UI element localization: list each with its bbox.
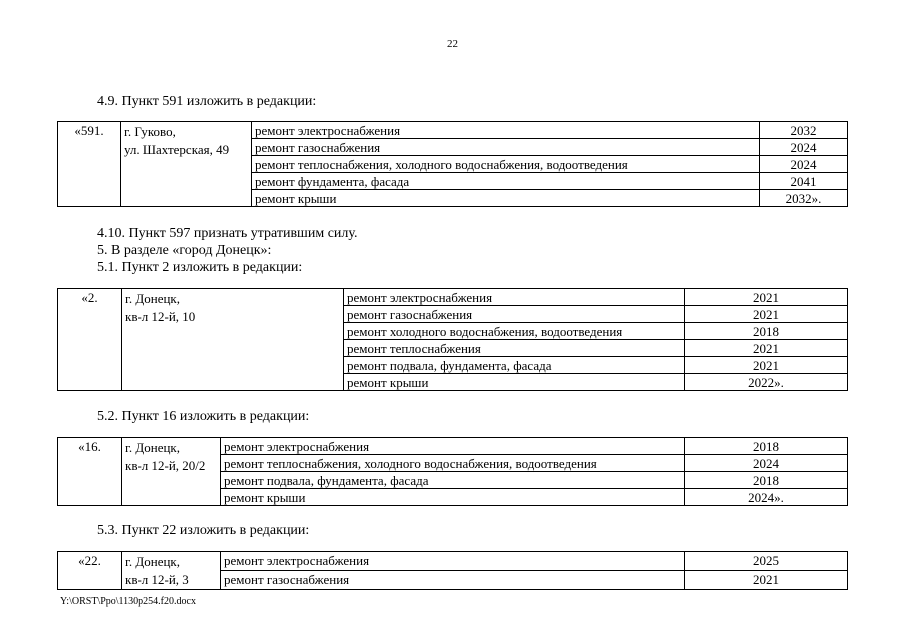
year-cell: 2025: [685, 552, 848, 571]
address-cell: [122, 289, 344, 391]
address-city: г. Донецк,: [125, 440, 180, 455]
table-item-22: [57, 551, 848, 590]
year-cell: 2032».: [760, 190, 848, 207]
year-cell: 2021: [685, 340, 848, 357]
year-cell: 2018: [685, 472, 848, 489]
table-item-2: [57, 288, 848, 391]
work-cell: ремонт крыши: [252, 190, 760, 207]
work-cell: ремонт электроснабжения: [344, 289, 685, 306]
address-city: г. Гуково,: [124, 124, 176, 139]
work-cell: ремонт холодного водоснабжения, водоотведения: [344, 323, 685, 340]
item-number: «22.: [58, 552, 122, 590]
address-street: кв-л 12-й, 3: [125, 572, 189, 587]
paragraph-5-3: 5.3. Пункт 22 изложить в редакции:: [97, 523, 310, 538]
address-cell: [122, 552, 221, 590]
address-cell: [121, 122, 252, 207]
work-cell: ремонт электроснабжения: [221, 438, 685, 455]
address-street: ул. Шахтерская, 49: [124, 142, 230, 157]
address-street: кв-л 12-й, 20/2: [125, 458, 206, 473]
work-cell: ремонт газоснабжения: [252, 139, 760, 156]
table-row: [58, 122, 848, 139]
work-cell: ремонт крыши: [221, 489, 685, 506]
work-cell: ремонт подвала, фундамента, фасада: [221, 472, 685, 489]
work-cell: ремонт теплоснабжения, холодного водоснабжения, водоотведения: [252, 156, 760, 173]
address-city: г. Донецк,: [125, 291, 180, 306]
table-item-16: [57, 437, 848, 506]
year-cell: 2024: [760, 139, 848, 156]
table-row: [58, 552, 848, 571]
year-cell: 2018: [685, 438, 848, 455]
year-cell: 2018: [685, 323, 848, 340]
table-item-591: [57, 121, 848, 207]
item-number: «16.: [58, 438, 122, 506]
paragraph-4-10: 4.10. Пункт 597 признать утратившим силу.: [97, 226, 358, 241]
work-cell: ремонт газоснабжения: [344, 306, 685, 323]
year-cell: 2021: [685, 357, 848, 374]
item-number: «2.: [58, 289, 122, 391]
work-cell: ремонт газоснабжения: [221, 571, 685, 590]
work-cell: ремонт теплоснабжения, холодного водоснабжения, водоотведения: [221, 455, 685, 472]
year-cell: 2022».: [685, 374, 848, 391]
address-city: г. Донецк,: [125, 554, 180, 569]
work-cell: ремонт электроснабжения: [252, 122, 760, 139]
table-row: [58, 438, 848, 455]
year-cell: 2041: [760, 173, 848, 190]
paragraph-5: 5. В разделе «город Донецк»:: [97, 243, 272, 258]
work-cell: ремонт крыши: [344, 374, 685, 391]
year-cell: 2021: [685, 571, 848, 590]
address-street: кв-л 12-й, 10: [125, 309, 196, 324]
paragraph-4-9: 4.9. Пункт 591 изложить в редакции:: [97, 94, 317, 109]
file-path-footer: Y:\ORST\Ppo\1130p254.f20.docx: [60, 596, 196, 607]
table-row: [58, 289, 848, 306]
year-cell: 2021: [685, 306, 848, 323]
work-cell: ремонт фундамента, фасада: [252, 173, 760, 190]
work-cell: ремонт теплоснабжения: [344, 340, 685, 357]
paragraph-5-1: 5.1. Пункт 2 изложить в редакции:: [97, 260, 303, 275]
year-cell: 2024: [685, 455, 848, 472]
year-cell: 2021: [685, 289, 848, 306]
item-number: «591.: [58, 122, 121, 207]
year-cell: 2024».: [685, 489, 848, 506]
page-number: 22: [447, 38, 458, 50]
address-cell: [122, 438, 221, 506]
paragraph-5-2: 5.2. Пункт 16 изложить в редакции:: [97, 409, 310, 424]
work-cell: ремонт подвала, фундамента, фасада: [344, 357, 685, 374]
year-cell: 2032: [760, 122, 848, 139]
year-cell: 2024: [760, 156, 848, 173]
work-cell: ремонт электроснабжения: [221, 552, 685, 571]
